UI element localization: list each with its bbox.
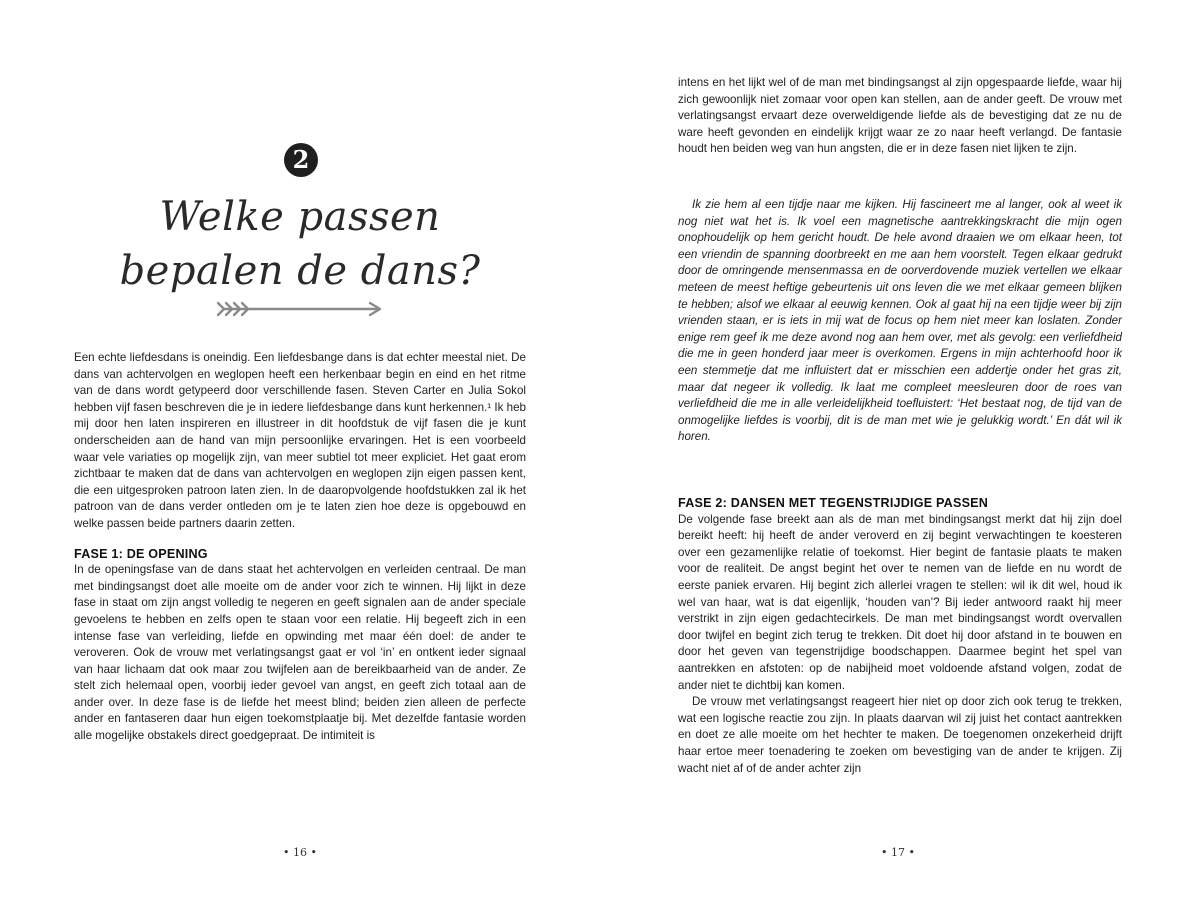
chapter-title-line-1: Welke passen <box>159 194 441 240</box>
fase-1-heading: FASE 1: DE OPENING <box>74 546 208 561</box>
chapter-title <box>100 190 500 298</box>
continuation-paragraph: intens en het lijkt wel of de man met bindingsangst al zijn opgespaarde liefde, waar hij zich gewoonlijk niet zomaar voor open kan stellen, aan de ander geeft. De vrouw met verlatingsangst ervaart deze overweldigende liefde als de bevestiging dat ze nu de ware heeft gevonden en eindelijk krijgt waar ze zo naar heeft verlangd. De fantasie houdt hen beiden weg van hun angsten, die er in deze fasen niet lijken te zijn. <box>678 76 1122 156</box>
left-body-text <box>74 350 526 745</box>
chapter-number-badge: 2 <box>284 143 318 177</box>
right-quote-block <box>678 197 1122 446</box>
fase-2-heading: FASE 2: DANSEN MET TEGENSTRIJDIGE PASSEN <box>678 496 989 510</box>
intro-paragraph: Een echte liefdesdans is oneindig. Een liefdesbange dans is dat echter meestal niet. De dans van achtervolgen en weglopen heeft een herkenbaar begin en eind en het ritme van de dans wordt getypeerd door verschillende fasen. Steven Carter en Julia Sokol hebben vijf fasen beschreven die je in iedere liefdesbange dans kunt herkennen.¹ Ik heb mij door hen laten inspireren en illustreer in dit hoofdstuk de vijf fasen die je kunt onderscheiden aan de hand van mijn persoonlijke ervaringen. Het is een voorbeeld waar vele variaties op mogelijk zijn, van meer subtiel tot meer expliciet. Het gaat erom zichtbaar te maken dat de dans van achtervolgen en weglopen zijn eigen passen kent, die een uitgesproken patroon laten zien. In de daaropvolgende hoofdstukken zal ik het patroon van de dans verder ontleden om je te laten zien hoe deze is opgebouwd en welke passen beide partners daarin zetten. <box>74 351 526 530</box>
right-fase-2-section <box>678 495 1122 777</box>
fase-2-paragraph-1: De volgende fase breekt aan als de man met bindingsangst merkt dat hij zijn doel bereikt heeft: hij heeft de ander veroverd en zij begint verwachtingen te koesteren over een gezamenlijke relatie of toekomst. Hier begint de fantasie plaats te maken voor de realiteit. De angst begint het over te nemen van de liefde en nu wordt de eerste paniek ervaren. Hij begint zich allerlei vragen te stellen: wil ik dit wel, houd ik wel van haar, wat is dat eigenlijk, ‘houden van’? Bij ieder antwoord raakt hij meer verstrikt in zijn eigen gedachtecirkels. De man met bindingsangst wordt overvallen door twijfel en begint zich terug te trekken. Dit doet hij door afstand in te bouwen en door het geven van tegenstrijdige boodschappen. Daarmee begint het spel van aantrekken en afstoten: op de nabijheid moet voldoende afstand volgen, zodat de ander niet te dichtbij kan komen. <box>678 512 1122 692</box>
fase-1-paragraph: In de openingsfase van de dans staat het achtervolgen en verleiden centraal. De man met bindingsangst doet alle moeite om de ander voor zich te winnen. Hij lijkt in deze fase in staat om zijn angst volledig te negeren en geeft signalen aan de ander speciale gevoelens te hebben en zelfs open te staan voor een relatie. Hij begeeft zich in een intense fase van verleiding, liefde en opwinding met maar één doel: de ander te veroveren. Ook de vrouw met verlatingsangst gaat er vol ‘in’ en ontkent ieder signaal van haar lichaam dat ook maar zou twijfelen aan de bereikbaarheid van de ander. Ze stelt zich helemaal open, voorbij ieder gevoel van angst, en geeft zich totaal aan de ander over. In deze fase is de liefde het meest blind; beiden zien alleen de perfecte ander en fantaseren daar hun eigen toekomstplaatje bij. Met dezelfde fantasie worden alle mogelijke obstakels direct goedgepraat. De intimiteit is <box>74 563 526 743</box>
fase-2-paragraph-2: De vrouw met verlatingsangst reageert hier niet op door zich ook terug te trekken, wat een logische reactie zou zijn. In plaats daarvan wil zij juist het contact aantrekken en doet ze alle moeite om het hechter te maken. De toegenomen onzekerheid drijft haar ertoe meer toenadering te zoeken om bevestiging van de ander te krijgen. Zij wacht niet af of de ander achter zijn <box>678 695 1122 775</box>
chapter-title-line-2: bepalen de dans? <box>119 248 481 294</box>
arrow-ornament-icon <box>214 298 386 320</box>
right-continuation-text <box>678 75 1122 158</box>
right-page <box>600 0 1200 909</box>
page-number-right: • 17 • <box>881 846 915 859</box>
page-number-left: • 16 • <box>283 846 317 859</box>
quote-paragraph: Ik zie hem al een tijdje naar me kijken. Hij fascineert me al langer, ook al weet ik nog niet wat het is. Ik voel een magnetische aantrekkingskracht die mijn ogen onophoudelijk op hem gericht houdt. De hele avond draaien we om elkaar heen, tot een vriendin de spanning doorbreekt en me aan hem voorstelt. Tegen elkaar gedrukt door de omringende mensenmassa en de oorverdovende muziek vertellen we elkaar meteen de meest heftige gebeurtenis uit ons leven die we met elkaar gemeen blijken te hebben; alsof we elkaar al eeuwig kennen. Ook al gaat hij na een tijdje weer bij zijn vrienden staan, er is iets in mij wat de focus op hem niet meer kan loslaten. Zonder enige rem geef ik me deze avond nog aan hem over, met als gevolg: een verliefdheid die me in geen honderd jaar meer is overkomen. Ergens in mijn achterhoofd hoor ik een stemmetje dat me influistert dat er misschien een addertje onder het gras zit, maar dat negeer ik volledig. Ik laat me compleet meesleuren door de roes van verliefdheid die me in alle verleidelijkheid toefluistert: ‘Het bestaat nog, de tijd van de onmogelijke liefdes is voorbij, dit is de man met wie je gelukkig wordt.’ En dát wil ik horen. <box>678 198 1122 444</box>
